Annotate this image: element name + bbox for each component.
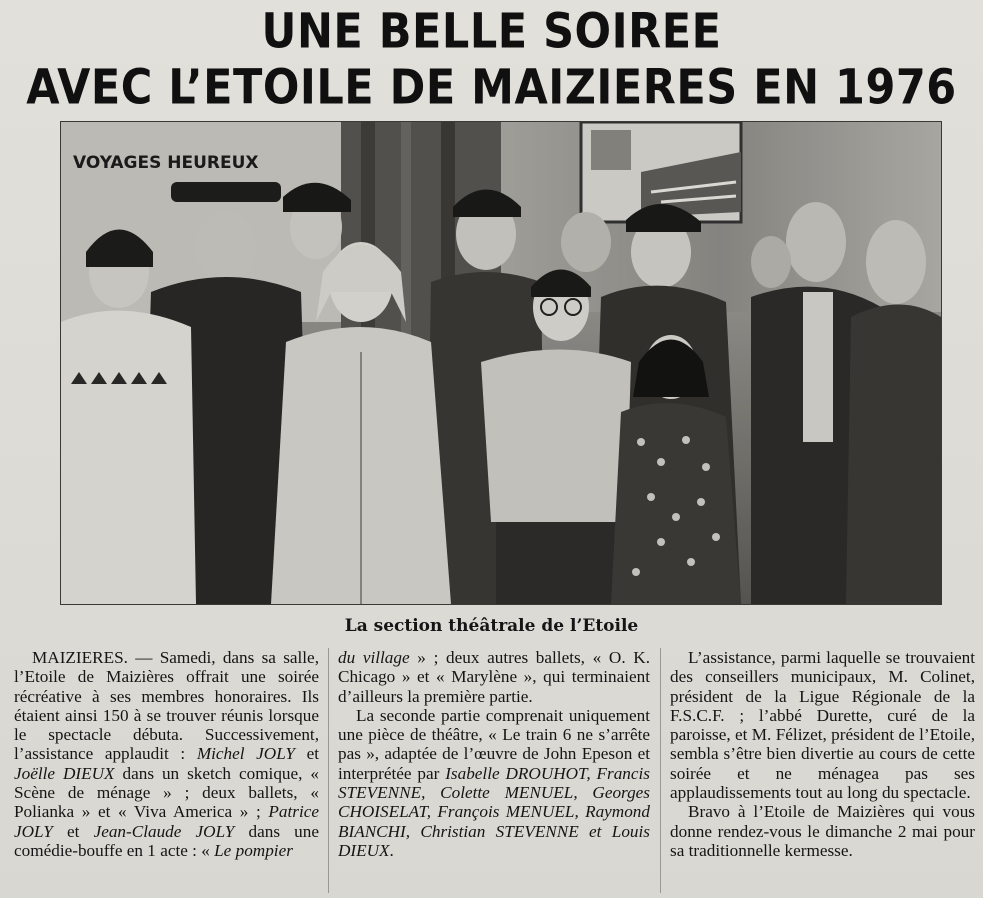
article-paragraph bbox=[338, 706, 650, 860]
article-column-2 bbox=[338, 648, 650, 893]
article-text-run: » ; deux autres ballets, « O. K. Chicago » et « Marylène », qui terminaient d’ailleurs la première partie. bbox=[338, 648, 650, 706]
headline-line-2: AVEC L’ETOILE DE MAIZIERES EN 1976 bbox=[26, 60, 957, 116]
article-paragraph: Bravo à l’Etoile de Maizières qui vous donne rendez-vous le dimanche 2 mai pour sa traditionnelle kermesse. bbox=[670, 802, 975, 860]
article-italic-run: Joëlle DIEUX bbox=[14, 763, 115, 783]
article-paragraph bbox=[14, 648, 319, 860]
article-italic-run: Michel JOLY bbox=[196, 744, 295, 764]
article-italic-run: Patrice JOLY bbox=[14, 802, 319, 841]
column-divider bbox=[328, 648, 329, 893]
article-paragraph bbox=[338, 648, 650, 706]
article-column-3 bbox=[670, 648, 975, 893]
article-italic-run: Le pompier bbox=[214, 840, 293, 860]
article-italic-run: Isabelle DROUHOT, Francis STEVENNE, Colette MENUEL, Georges CHOISELAT, François MENUEL, Raymond BIANCHI, Christian STEVENNE et Louis DIEUX bbox=[338, 763, 650, 860]
article-italic-run: du village bbox=[338, 648, 410, 667]
photo-caption: La section théâtrale de l’Etoile bbox=[344, 616, 639, 636]
article-text-run: dans une comédie-bouffe en 1 acte : « bbox=[14, 821, 319, 860]
article-text-run: . bbox=[389, 840, 394, 860]
group-photo-illustration bbox=[61, 122, 941, 604]
article-text-run: dans un sketch comique, « Scène de ménage » ; deux ballets, « Polianka » et « Viva America » ; bbox=[14, 763, 319, 822]
article-text-run: et bbox=[294, 744, 319, 764]
voyages-heureux-sign: VOYAGES HEUREUX bbox=[73, 153, 259, 173]
group-photo bbox=[60, 121, 942, 605]
article-text-run: MAIZIERES. — Samedi, dans sa salle, l’Etoile de Maizières offrait une soirée récréative à ses membres honoraires. Ils étaient ainsi 150 à se trouver réunis lorsque le spectacle débuta. Successivement, l’assistance applaudit : bbox=[14, 648, 319, 764]
article-column-1 bbox=[14, 648, 319, 893]
headline-line-1: UNE BELLE SOIREE bbox=[261, 4, 722, 60]
article-italic-run: Jean-Claude JOLY bbox=[93, 821, 235, 841]
article-paragraph: L’assistance, parmi laquelle se trouvaient des conseillers municipaux, M. Colinet, président de la Ligue Régionale de la F.S.C.F. ; l’abbé Durette, curé de la paroisse, et M. Félizet, président de l’Etoile, sembla s’être bien divertie au cours de cette soirée et ne ménagea pas ses applaudissements tout au long du spectacle. bbox=[670, 648, 975, 803]
article-text-run: et bbox=[52, 821, 94, 841]
article-text-run: La seconde partie comprenait uniquement une pièce de théâtre, « Le train 6 ne s’arrête pas », adaptée de l’œuvre de John Epeson et interprétée par bbox=[338, 705, 650, 783]
column-divider bbox=[660, 648, 661, 893]
